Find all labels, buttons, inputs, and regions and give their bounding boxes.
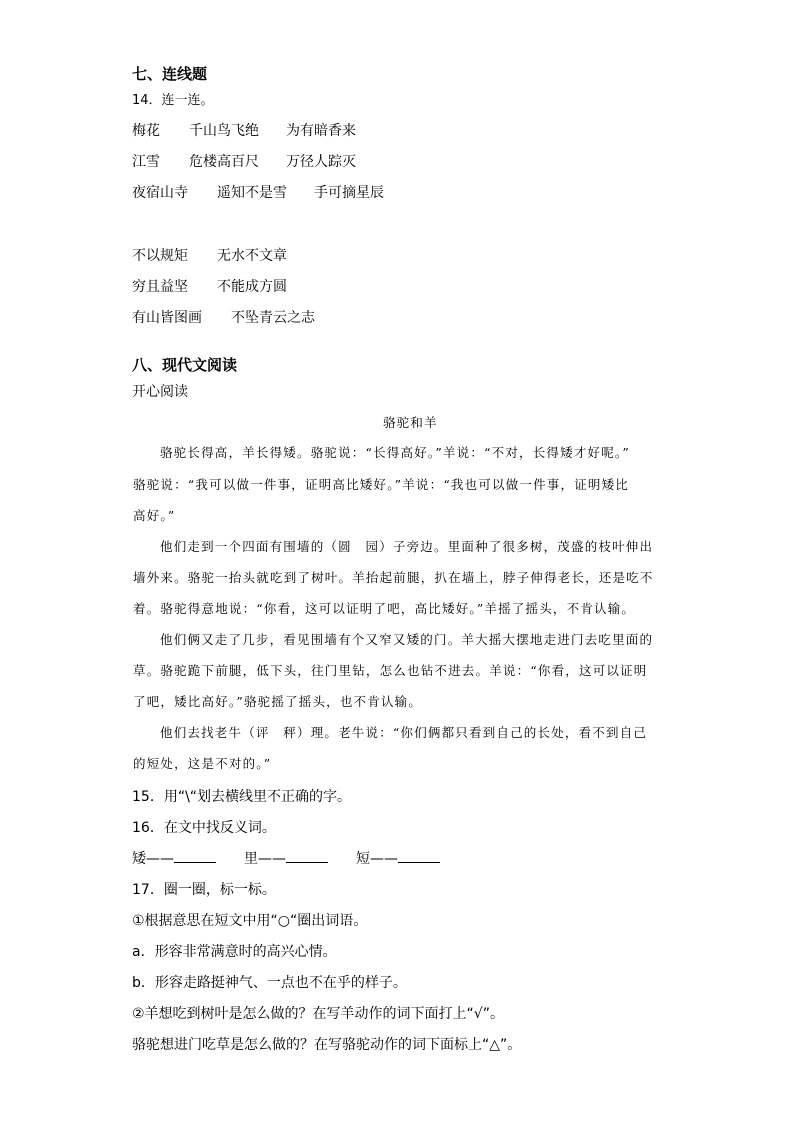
passage-line: 墙外来。骆驼一抬头就吃到了树叶。羊抬起前腿，扒在墙上，脖子伸得老长，还是吃不 xyxy=(133,570,654,585)
match-col-a-1: 梅花 xyxy=(132,123,160,139)
passage-line: 着。骆驼得意地说：“你看，这可以证明了吧，高比矮好。”羊摇了摇头，不肯认输。 xyxy=(133,601,636,616)
passage-line: 草。骆驼跪下前腿，低下头，往门里钻，怎么也钻不进去。羊说：“你看，这可以证明 xyxy=(133,663,648,678)
passage-line: 了吧，矮比高好。”骆驼摇了摇头，也不肯认输。 xyxy=(133,694,423,709)
match-col-b-1: 千山鸟飞绝 xyxy=(189,123,259,139)
antonym-item-2 xyxy=(244,848,328,868)
answer-blank[interactable] xyxy=(398,850,440,863)
question-15: 15．用“\“划去横线里不正确的字。 xyxy=(132,789,352,805)
match-col-b-3: 遥知不是雪 xyxy=(217,185,287,201)
antonym-prompt: 里—— xyxy=(244,851,286,867)
match-col-a-3: 夜宿山寺 xyxy=(132,185,188,201)
section-heading-8: 八、现代文阅读 xyxy=(132,356,238,374)
answer-blank[interactable] xyxy=(286,850,328,863)
section-heading-7: 七、连线题 xyxy=(132,65,208,83)
q17-line: ①根据意思在短文中用“○“圈出词语。 xyxy=(132,913,368,929)
answer-blank[interactable] xyxy=(174,850,216,863)
antonym-item-1 xyxy=(132,848,216,868)
antonym-prompt: 矮—— xyxy=(132,851,174,867)
match2-col-a-1: 不以规矩 xyxy=(132,248,188,264)
passage-line: 的短处，这是不对的。” xyxy=(133,756,272,771)
question-17: 17．圈一圈，标一标。 xyxy=(132,882,276,898)
antonym-prompt: 短—— xyxy=(356,851,398,867)
question-16: 16．在文中找反义词。 xyxy=(132,820,276,836)
question-14: 14．连一连。 xyxy=(132,93,214,108)
match-col-c-1: 为有暗香来 xyxy=(286,123,356,139)
match-col-a-2: 江雪 xyxy=(132,154,160,170)
q17-line: a．形容非常满意时的高兴心情。 xyxy=(132,944,337,960)
match2-col-b-2: 不能成方圆 xyxy=(217,279,287,295)
passage-line: 他们走到一个四面有围墙的（圆 园）子旁边。里面种了很多树，茂盛的枝叶伸出 xyxy=(160,539,654,554)
passage-line: 骆驼说：“我可以做一件事，证明高比矮好。”羊说：“我也可以做一件事，证明矮比 xyxy=(133,477,630,492)
match2-col-a-3: 有山皆图画 xyxy=(132,310,202,326)
q17-line: b．形容走路挺神气、一点也不在乎的样子。 xyxy=(132,975,407,991)
reading-subtitle: 开心阅读 xyxy=(132,384,188,400)
match2-col-b-3: 不坠青云之志 xyxy=(231,310,315,326)
match-col-c-2: 万径人踪灭 xyxy=(286,154,356,170)
passage-line: 他们俩又走了几步，看见围墙有个又窄又矮的门。羊大摇大摆地走进门去吃里面的 xyxy=(160,632,654,647)
passage-title: 骆驼和羊 xyxy=(383,415,438,430)
passage-line: 高好。” xyxy=(133,508,176,523)
passage-line: 骆驼长得高，羊长得矮。骆驼说：“长得高好。”羊说：“不对，长得矮才好呢。” xyxy=(160,445,630,460)
passage-line: 他们去找老牛（评 秤）理。老牛说：“你们俩都只看到自己的长处，看不到自己 xyxy=(160,725,648,740)
match2-col-b-1: 无水不文章 xyxy=(217,248,287,264)
q17-line: 骆驼想进门吃草是怎么做的？在写骆驼动作的词下面标上“△”。 xyxy=(132,1037,522,1053)
match2-col-a-2: 穷且益坚 xyxy=(132,279,188,295)
q17-line: ②羊想吃到树叶是怎么做的？在写羊动作的词下面打上“√”。 xyxy=(132,1006,504,1022)
match-col-b-2: 危楼高百尺 xyxy=(189,154,259,170)
match-col-c-3: 手可摘星辰 xyxy=(314,185,384,201)
antonym-item-3 xyxy=(356,848,440,868)
